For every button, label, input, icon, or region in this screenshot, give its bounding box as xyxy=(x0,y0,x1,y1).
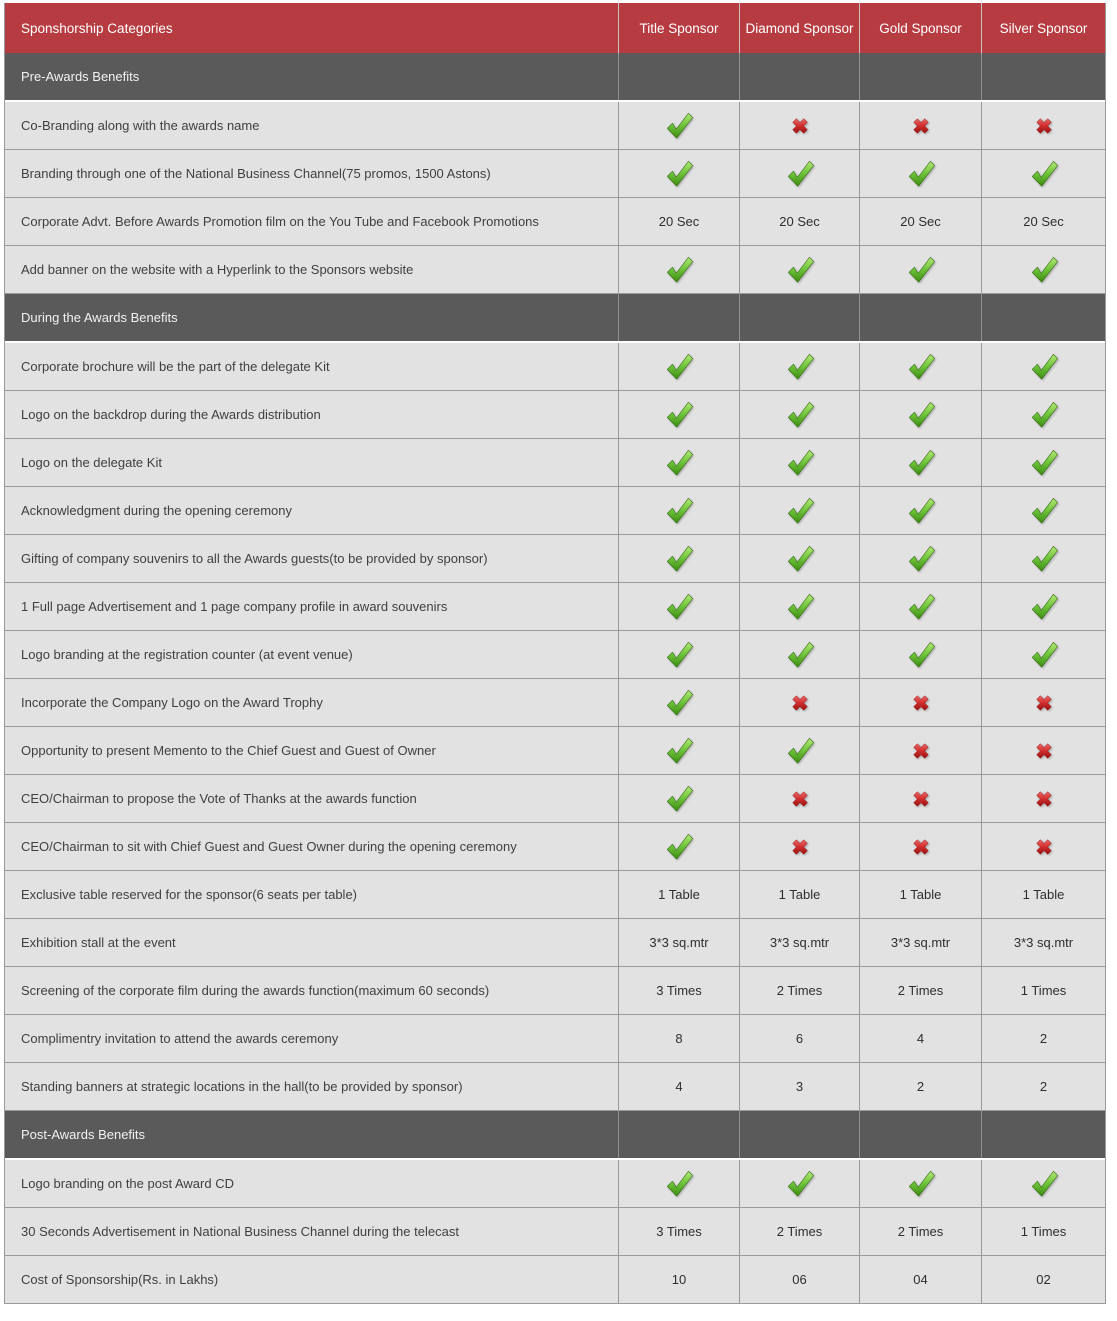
check-icon xyxy=(906,496,936,526)
benefit-label: CEO/Chairman to sit with Chief Guest and Guest Owner during the opening ceremony xyxy=(21,839,517,854)
check-icon xyxy=(739,439,859,486)
table-row xyxy=(5,919,1105,967)
value-text: 20 Sec xyxy=(981,198,1105,245)
check-icon xyxy=(1029,448,1059,478)
check-icon xyxy=(981,1160,1105,1207)
benefit-label: Logo on the delegate Kit xyxy=(21,455,162,470)
header-gold-sponsor: Gold Sponsor xyxy=(859,3,981,53)
cross-icon xyxy=(908,690,934,716)
check-icon xyxy=(664,592,694,622)
check-icon xyxy=(664,1169,694,1199)
check-icon xyxy=(906,255,936,285)
benefit-label: Exhibition stall at the event xyxy=(21,935,176,950)
check-icon xyxy=(618,631,739,678)
check-icon xyxy=(906,352,936,382)
check-icon xyxy=(739,583,859,630)
table-row xyxy=(5,631,1105,679)
check-icon xyxy=(664,400,694,430)
check-icon xyxy=(906,640,936,670)
benefit-label: Logo branding at the registration counter (at event venue) xyxy=(21,647,353,662)
check-icon xyxy=(785,255,815,285)
benefit-label: Exclusive table reserved for the sponsor(6 seats per table) xyxy=(21,887,358,902)
cross-icon xyxy=(1031,113,1057,139)
benefit-label: CEO/Chairman to propose the Vote of Thanks at the awards function xyxy=(21,791,417,806)
check-icon xyxy=(664,496,694,526)
check-icon xyxy=(906,592,936,622)
check-icon xyxy=(906,1169,936,1199)
value-text: 2 Times xyxy=(859,1208,981,1255)
cross-icon xyxy=(981,679,1105,726)
value-text: 3*3 sq.mtr xyxy=(859,919,981,966)
table-row xyxy=(5,871,1105,919)
check-icon xyxy=(618,439,739,486)
cross-icon xyxy=(787,786,813,812)
table-row xyxy=(5,1208,1105,1256)
section-empty-cell xyxy=(981,1111,1105,1158)
section-empty-cell xyxy=(739,1111,859,1158)
check-icon xyxy=(981,583,1105,630)
section-empty-cell xyxy=(739,53,859,100)
check-icon xyxy=(981,535,1105,582)
check-icon xyxy=(1029,352,1059,382)
check-icon xyxy=(785,496,815,526)
value-text: 2 Times xyxy=(859,967,981,1014)
check-icon xyxy=(664,159,694,189)
check-icon xyxy=(1029,400,1059,430)
check-icon xyxy=(618,727,739,774)
check-icon xyxy=(1029,592,1059,622)
check-icon xyxy=(981,343,1105,390)
value-text: 20 Sec xyxy=(618,198,739,245)
benefit-label: Complimentry invitation to attend the awards ceremony xyxy=(21,1031,339,1046)
check-icon xyxy=(664,448,694,478)
cross-icon xyxy=(787,834,813,860)
section-title: Post-Awards Benefits xyxy=(21,1127,146,1142)
header-title-sponsor: Title Sponsor xyxy=(618,3,739,53)
table-row xyxy=(5,583,1105,631)
check-icon xyxy=(739,631,859,678)
value-text: 2 xyxy=(981,1063,1105,1110)
table-row xyxy=(5,439,1105,487)
benefit-label: Branding through one of the National Business Channel(75 promos, 1500 Astons) xyxy=(21,166,491,181)
cross-icon xyxy=(787,113,813,139)
benefit-label: Incorporate the Company Logo on the Award Trophy xyxy=(21,695,323,710)
check-icon xyxy=(785,159,815,189)
check-icon xyxy=(739,535,859,582)
check-icon xyxy=(664,784,694,814)
value-text: 3 Times xyxy=(618,967,739,1014)
check-icon xyxy=(859,535,981,582)
cross-icon xyxy=(981,823,1105,870)
cross-icon xyxy=(981,775,1105,822)
cross-icon xyxy=(1031,690,1057,716)
cross-icon xyxy=(859,102,981,149)
benefit-label: Co-Branding along with the awards name xyxy=(21,118,260,133)
value-text: 2 xyxy=(859,1063,981,1110)
table-row xyxy=(5,1160,1105,1208)
cross-icon xyxy=(908,738,934,764)
value-text: 4 xyxy=(618,1063,739,1110)
check-icon xyxy=(618,775,739,822)
check-icon xyxy=(664,352,694,382)
check-icon xyxy=(1029,640,1059,670)
table-row xyxy=(5,823,1105,871)
check-icon xyxy=(859,487,981,534)
benefit-label: Gifting of company souvenirs to all the Awards guests(to be provided by sponsor) xyxy=(21,551,488,566)
section-title: Pre-Awards Benefits xyxy=(21,69,140,84)
header-diamond-sponsor: Diamond Sponsor xyxy=(739,3,859,53)
check-icon xyxy=(664,640,694,670)
table-row xyxy=(5,1256,1105,1304)
check-icon xyxy=(618,583,739,630)
section-header-row xyxy=(5,53,1105,102)
check-icon xyxy=(664,544,694,574)
cross-icon xyxy=(1031,834,1057,860)
cross-icon xyxy=(1031,738,1057,764)
check-icon xyxy=(739,391,859,438)
benefit-label: Logo on the backdrop during the Awards distribution xyxy=(21,407,321,422)
check-icon xyxy=(618,679,739,726)
value-text: 1 Table xyxy=(618,871,739,918)
section-empty-cell xyxy=(981,294,1105,341)
section-empty-cell xyxy=(981,53,1105,100)
benefit-label: Corporate brochure will be the part of the delegate Kit xyxy=(21,359,330,374)
check-icon xyxy=(618,1160,739,1207)
table-row xyxy=(5,1015,1105,1063)
benefit-label: 30 Seconds Advertisement in National Business Channel during the telecast xyxy=(21,1224,459,1239)
table-row xyxy=(5,246,1105,294)
check-icon xyxy=(664,736,694,766)
check-icon xyxy=(981,391,1105,438)
check-icon xyxy=(785,1169,815,1199)
check-icon xyxy=(618,487,739,534)
check-icon xyxy=(785,736,815,766)
check-icon xyxy=(981,631,1105,678)
table-row xyxy=(5,967,1105,1015)
value-text: 2 Times xyxy=(739,967,859,1014)
header-silver-sponsor: Silver Sponsor xyxy=(981,3,1105,53)
check-icon xyxy=(618,102,739,149)
value-text: 20 Sec xyxy=(739,198,859,245)
check-icon xyxy=(785,544,815,574)
check-icon xyxy=(859,391,981,438)
check-icon xyxy=(859,246,981,293)
cross-icon xyxy=(1031,786,1057,812)
section-empty-cell xyxy=(859,53,981,100)
cross-icon xyxy=(908,113,934,139)
cross-icon xyxy=(739,102,859,149)
check-icon xyxy=(981,150,1105,197)
value-text: 2 Times xyxy=(739,1208,859,1255)
cross-icon xyxy=(787,690,813,716)
check-icon xyxy=(664,832,694,862)
benefit-label: Corporate Advt. Before Awards Promotion film on the You Tube and Facebook Promotions xyxy=(21,214,539,229)
benefit-label: Opportunity to present Memento to the Chief Guest and Guest of Owner xyxy=(21,743,436,758)
check-icon xyxy=(859,583,981,630)
check-icon xyxy=(785,400,815,430)
table-header-row xyxy=(5,3,1105,53)
check-icon xyxy=(859,1160,981,1207)
benefit-label: Screening of the corporate film during the awards function(maximum 60 seconds) xyxy=(21,983,490,998)
table-row xyxy=(5,150,1105,198)
table-row xyxy=(5,775,1105,823)
check-icon xyxy=(785,352,815,382)
check-icon xyxy=(859,343,981,390)
section-empty-cell xyxy=(739,294,859,341)
table-row xyxy=(5,391,1105,439)
table-row xyxy=(5,727,1105,775)
cross-icon xyxy=(908,786,934,812)
value-text: 1 Table xyxy=(859,871,981,918)
cross-icon xyxy=(859,727,981,774)
benefit-label: Add banner on the website with a Hyperlink to the Sponsors website xyxy=(21,262,414,277)
check-icon xyxy=(739,487,859,534)
check-icon xyxy=(859,150,981,197)
check-icon xyxy=(618,150,739,197)
check-icon xyxy=(1029,496,1059,526)
benefit-label: Standing banners at strategic locations in the hall(to be provided by sponsor) xyxy=(21,1079,463,1094)
check-icon xyxy=(618,823,739,870)
table-row xyxy=(5,1063,1105,1111)
value-text: 1 Table xyxy=(739,871,859,918)
cross-icon xyxy=(739,823,859,870)
check-icon xyxy=(618,343,739,390)
check-icon xyxy=(1029,255,1059,285)
value-text: 3*3 sq.mtr xyxy=(981,919,1105,966)
check-icon xyxy=(981,246,1105,293)
section-empty-cell xyxy=(859,294,981,341)
check-icon xyxy=(981,487,1105,534)
value-text: 1 Table xyxy=(981,871,1105,918)
check-icon xyxy=(1029,159,1059,189)
check-icon xyxy=(739,1160,859,1207)
check-icon xyxy=(859,631,981,678)
value-text: 3*3 sq.mtr xyxy=(739,919,859,966)
table-row xyxy=(5,679,1105,727)
check-icon xyxy=(785,640,815,670)
check-icon xyxy=(664,688,694,718)
check-icon xyxy=(785,448,815,478)
cross-icon xyxy=(859,775,981,822)
table-row xyxy=(5,198,1105,246)
check-icon xyxy=(859,439,981,486)
value-text: 3 xyxy=(739,1063,859,1110)
table-row xyxy=(5,487,1105,535)
check-icon xyxy=(785,592,815,622)
value-text: 8 xyxy=(618,1015,739,1062)
header-sponsorship-categories: Sponshorship Categories xyxy=(21,20,173,36)
check-icon xyxy=(664,255,694,285)
section-empty-cell xyxy=(618,1111,739,1158)
section-header-row xyxy=(5,1111,1105,1160)
check-icon xyxy=(618,246,739,293)
cross-icon xyxy=(739,679,859,726)
check-icon xyxy=(1029,1169,1059,1199)
value-text: 1 Times xyxy=(981,967,1105,1014)
value-text: 4 xyxy=(859,1015,981,1062)
table-row xyxy=(5,102,1105,150)
benefit-label: Cost of Sponsorship(Rs. in Lakhs) xyxy=(21,1272,219,1287)
section-empty-cell xyxy=(618,294,739,341)
value-text: 3 Times xyxy=(618,1208,739,1255)
value-text: 20 Sec xyxy=(859,198,981,245)
value-text: 2 xyxy=(981,1015,1105,1062)
benefit-label: Acknowledgment during the opening ceremony xyxy=(21,503,293,518)
check-icon xyxy=(618,535,739,582)
cross-icon xyxy=(739,775,859,822)
section-empty-cell xyxy=(859,1111,981,1158)
cross-icon xyxy=(981,727,1105,774)
benefit-label: 1 Full page Advertisement and 1 page company profile in award souvenirs xyxy=(21,599,448,614)
value-text: 6 xyxy=(739,1015,859,1062)
value-text: 10 xyxy=(618,1256,739,1303)
section-title: During the Awards Benefits xyxy=(21,310,178,325)
value-text: 1 Times xyxy=(981,1208,1105,1255)
value-text: 3*3 sq.mtr xyxy=(618,919,739,966)
benefit-label: Logo branding on the post Award CD xyxy=(21,1176,234,1191)
check-icon xyxy=(906,159,936,189)
sponsorship-table xyxy=(4,3,1106,1304)
check-icon xyxy=(739,246,859,293)
check-icon xyxy=(906,544,936,574)
value-text: 04 xyxy=(859,1256,981,1303)
table-body xyxy=(5,53,1105,1304)
cross-icon xyxy=(981,102,1105,149)
check-icon xyxy=(664,111,694,141)
check-icon xyxy=(1029,544,1059,574)
check-icon xyxy=(906,448,936,478)
check-icon xyxy=(739,727,859,774)
check-icon xyxy=(739,343,859,390)
table-row xyxy=(5,535,1105,583)
check-icon xyxy=(981,439,1105,486)
check-icon xyxy=(739,150,859,197)
check-icon xyxy=(618,391,739,438)
cross-icon xyxy=(859,823,981,870)
table-row xyxy=(5,343,1105,391)
cross-icon xyxy=(908,834,934,860)
check-icon xyxy=(906,400,936,430)
value-text: 02 xyxy=(981,1256,1105,1303)
section-header-row xyxy=(5,294,1105,343)
section-empty-cell xyxy=(618,53,739,100)
cross-icon xyxy=(859,679,981,726)
value-text: 06 xyxy=(739,1256,859,1303)
